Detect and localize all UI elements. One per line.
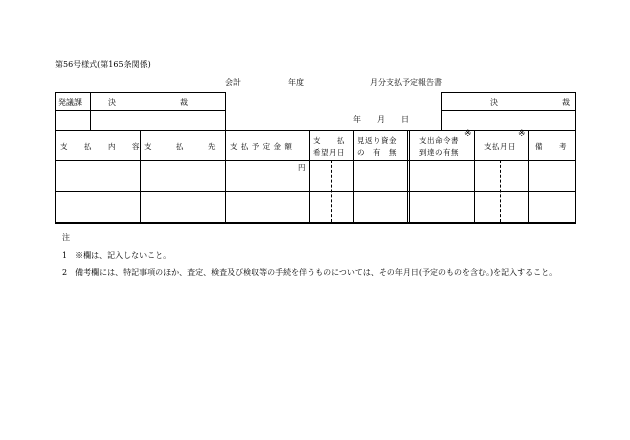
notes-heading: 注: [62, 233, 70, 242]
rule: [500, 160, 501, 222]
col-shiharai-gappi: 支払月日: [484, 142, 516, 151]
rule: [55, 92, 56, 223]
col-kibou-1: 支 払: [313, 136, 345, 145]
rule: [90, 92, 91, 130]
mark-gappi: ※: [518, 129, 526, 139]
mark-shiharai: ※: [464, 129, 472, 139]
header-kaikei: 会計: [225, 78, 241, 87]
approval-date: 年 月 日: [353, 115, 409, 124]
header-nendo: 年度: [288, 78, 304, 87]
rule: [331, 160, 332, 222]
rule: [55, 222, 576, 224]
rule: [353, 130, 354, 223]
rule: [528, 130, 529, 223]
rule: [55, 130, 576, 131]
rule: [225, 92, 226, 223]
rule: [441, 110, 575, 111]
col-mikaeri-2: の 有 無: [357, 148, 397, 157]
rule: [55, 160, 576, 161]
kessai-right-label: 決 裁: [490, 98, 570, 107]
col-mikaeri-1: 見返り資金: [357, 136, 397, 145]
note-item: 1 ※欄は、記入しないこと。: [62, 251, 172, 260]
rule: [140, 130, 141, 223]
rule: [55, 110, 225, 111]
rule: [309, 130, 310, 223]
unit-yen: 円: [298, 163, 306, 172]
rule: [441, 92, 575, 93]
rule: [409, 130, 410, 223]
col-kingaku: 支 払 予 定 金 額: [230, 142, 293, 151]
rule: [407, 130, 408, 223]
col-saki: 支 払 先: [144, 142, 216, 151]
page-title: 月分支払予定報告書: [370, 78, 442, 87]
hatsugi-label: 発議課: [58, 98, 82, 107]
rule: [441, 92, 442, 130]
kessai-left-label: 決 裁: [108, 98, 188, 107]
col-shiharai-1: 支出命令書: [419, 136, 459, 145]
rule: [55, 191, 576, 192]
col-naiyou: 支 払 内 容: [60, 142, 140, 151]
rule: [575, 92, 576, 223]
note-item: 2 備考欄には、特記事項のほか、査定、検査及び検収等の手続を伴うものについては、その年月日(予定のものを含む。)を記入すること。: [62, 268, 558, 277]
col-bikou: 備 考: [535, 142, 567, 151]
rule: [474, 130, 475, 223]
rule: [55, 92, 225, 93]
form-number: 第56号様式(第165条関係): [55, 60, 151, 69]
col-kibou-2: 希望月日: [313, 148, 345, 157]
col-shiharai-2: 到達の有無: [419, 148, 459, 157]
